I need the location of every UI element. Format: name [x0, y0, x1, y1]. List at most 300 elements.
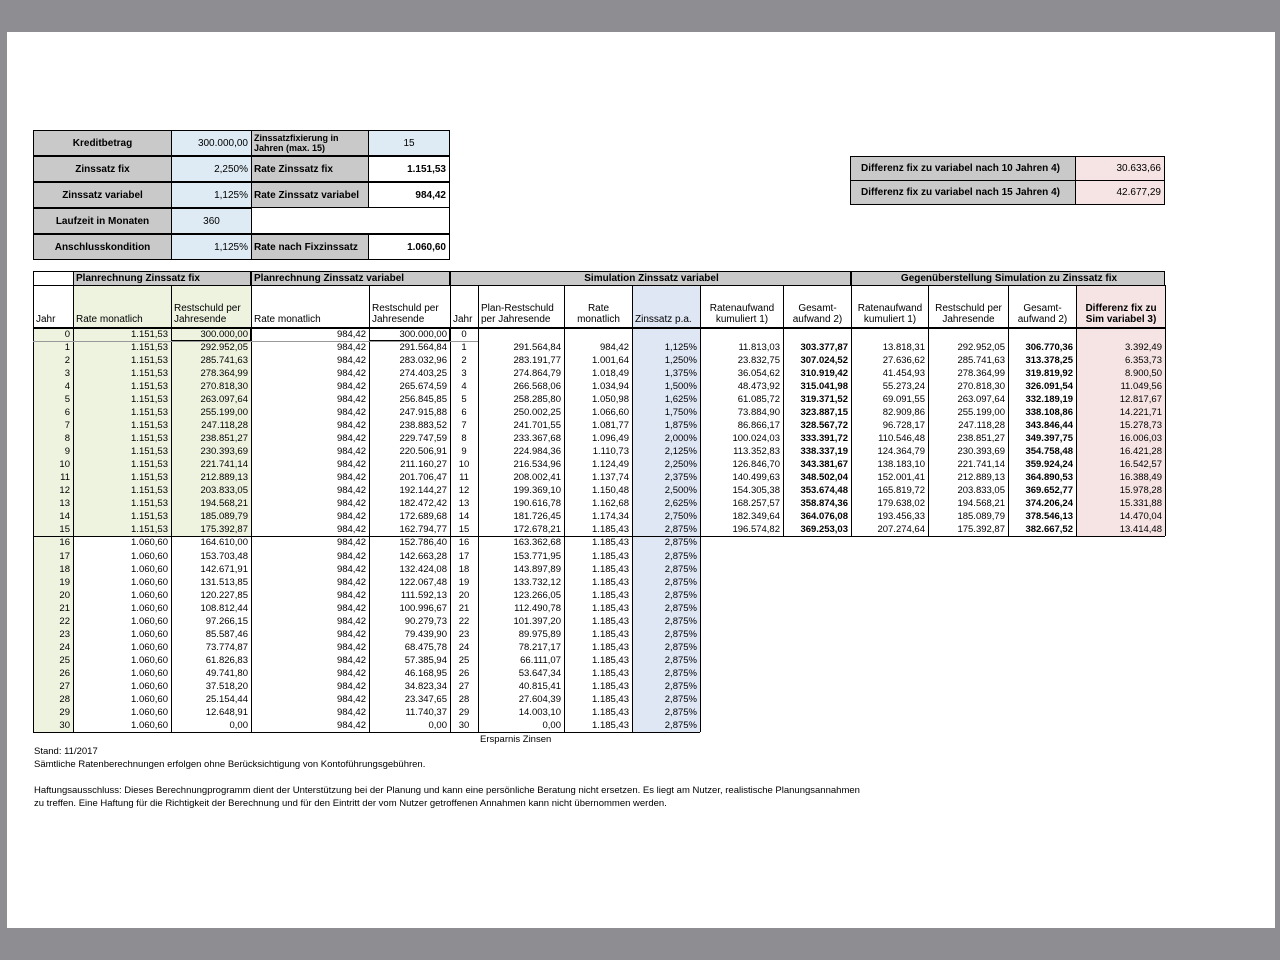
table-cell [928, 328, 1008, 341]
laufzeit-value[interactable]: 360 [171, 208, 252, 234]
table-cell [1008, 641, 1076, 654]
table-cell [783, 550, 851, 563]
table-cell: 984,42 [336, 589, 366, 601]
header-restschuld3: Restschuld per Jahresende [928, 285, 1009, 328]
table-cell: 16.006,03 [1119, 433, 1162, 445]
table-cell: 229.747,59 [399, 433, 447, 445]
header-jahr2: Jahr [450, 285, 479, 328]
table-cell [928, 628, 1008, 641]
table-cell: 984,42 [336, 602, 366, 614]
zinssatz-fix-value[interactable]: 2,250% [171, 156, 252, 182]
table-cell: 238.851,27 [200, 433, 248, 445]
table-cell: 85.587,46 [205, 628, 248, 640]
table-cell: 247.915,88 [399, 407, 447, 419]
table-cell: 1.151,53 [131, 459, 168, 471]
grid-line [564, 328, 565, 732]
table-cell: 369.652,77 [1025, 485, 1073, 497]
table-cell: 984,42 [336, 615, 366, 627]
table-cell: 25 [59, 654, 70, 666]
table-cell: 11 [459, 472, 469, 484]
table-cell: 11 [60, 472, 70, 484]
table-cell: 247.118,28 [201, 420, 248, 432]
table-cell: 7 [461, 420, 467, 432]
table-cell: 1.151,53 [131, 498, 168, 510]
table-cell: 359.924,24 [1025, 459, 1073, 471]
table-cell: 100.024,03 [732, 433, 780, 445]
laufzeit-label: Laufzeit in Monaten [33, 208, 172, 234]
table-cell: 212.889,13 [200, 472, 248, 484]
table-cell [928, 563, 1008, 576]
table-cell: 6.353,73 [1125, 355, 1162, 367]
table-cell: 306.770,36 [1025, 342, 1073, 354]
table-cell: 354.758,48 [1025, 446, 1073, 458]
table-cell: 6 [461, 407, 467, 419]
table-cell: 343.381,67 [800, 459, 848, 471]
table-cell: 338.337,19 [800, 446, 848, 458]
rate-var-label: Rate Zinssatz variabel [251, 182, 369, 208]
table-cell: 26 [458, 667, 470, 679]
table-cell [783, 576, 851, 589]
table-cell: 46.168,95 [404, 667, 447, 679]
table-cell: 16 [458, 537, 470, 549]
table-cell: 984,42 [336, 394, 366, 406]
table-cell: 0,00 [542, 719, 561, 731]
table-cell [1008, 667, 1076, 680]
header-differenz: Differenz fix zu Sim variabel 3) [1076, 285, 1166, 328]
table-cell: 374.206,24 [1025, 498, 1073, 510]
table-cell: 131.513,85 [200, 576, 248, 588]
table-cell: 1.151,53 [131, 524, 168, 536]
table-cell [1076, 680, 1165, 693]
table-cell: 1.060,60 [131, 602, 168, 614]
table-cell: 97.266,15 [205, 615, 248, 627]
zinssatz-fix-label: Zinssatz fix [33, 156, 172, 182]
table-cell: 27 [59, 680, 70, 692]
table-cell: 247.118,28 [958, 420, 1005, 432]
table-cell: 369.253,03 [800, 524, 848, 536]
table-cell: 201.706,47 [399, 472, 447, 484]
table-cell: 14 [59, 511, 70, 523]
table-cell: 328.567,72 [800, 420, 848, 432]
table-cell: 984,42 [336, 420, 366, 432]
table-cell: 23.347,65 [404, 693, 447, 705]
table-cell [700, 628, 783, 641]
header-jahr: Jahr [33, 285, 74, 328]
table-cell: 378.546,13 [1025, 511, 1073, 523]
table-cell: 241.701,55 [513, 420, 561, 432]
table-cell: 323.887,15 [800, 407, 848, 419]
table-cell: 1,250% [664, 355, 697, 367]
table-cell [928, 693, 1008, 706]
table-cell: 364.076,08 [800, 511, 848, 523]
table-cell: 22 [59, 615, 70, 627]
table-cell [1076, 550, 1165, 563]
table-cell: 21 [59, 602, 70, 614]
table-cell: 22 [458, 615, 470, 627]
table-cell: 10 [59, 459, 70, 471]
table-cell: 2,125% [664, 446, 697, 458]
table-cell: 984,42 [336, 472, 366, 484]
table-cell [1008, 550, 1076, 563]
table-cell: 12 [59, 485, 70, 497]
table-cell: 143.897,89 [513, 563, 561, 575]
grid-line [33, 328, 34, 732]
table-cell: 10 [458, 459, 470, 471]
table-cell: 0,00 [229, 719, 248, 731]
table-cell [700, 680, 783, 693]
table-cell: 307.024,52 [800, 355, 848, 367]
table-cell [1076, 589, 1165, 602]
table-cell: 984,42 [336, 667, 366, 679]
table-cell: 1.185,43 [592, 667, 629, 679]
table-cell: 300.000,00 [200, 329, 248, 340]
table-cell: 1.185,43 [592, 537, 629, 549]
table-cell [1076, 693, 1165, 706]
table-cell [1008, 589, 1076, 602]
table-cell: 90.279,73 [404, 615, 447, 627]
table-cell: 96.728,17 [882, 420, 925, 432]
table-cell: 984,42 [336, 576, 366, 588]
grid-line [851, 328, 852, 536]
table-cell: 220.506,91 [399, 446, 447, 458]
table-cell: 2,375% [664, 472, 697, 484]
table-cell: 12 [458, 485, 470, 497]
table-cell: 19 [458, 576, 470, 588]
table-cell: 1.185,43 [592, 706, 629, 718]
table-cell: 15 [59, 524, 70, 536]
table-cell: 1.110,73 [592, 446, 629, 458]
table-cell: 274.403,25 [399, 368, 447, 380]
table-cell: 984,42 [336, 680, 366, 692]
table-cell: 132.424,08 [399, 563, 447, 575]
table-cell: 2 [461, 355, 467, 367]
table-cell: 984,42 [336, 368, 366, 380]
table-cell: 66.111,07 [520, 654, 561, 666]
table-cell: 332.189,19 [1025, 394, 1073, 406]
table-cell: 255.199,00 [957, 407, 1005, 419]
table-cell: 270.818,30 [200, 381, 248, 393]
table-cell [700, 615, 783, 628]
table-cell: 238.883,52 [399, 420, 447, 432]
table-cell: 1.124,49 [592, 459, 629, 471]
table-cell: 1.151,53 [131, 381, 168, 393]
table-cell [1076, 328, 1165, 341]
table-cell: 292.952,05 [200, 342, 248, 354]
table-cell: 1.185,43 [592, 589, 629, 601]
grid-line [700, 328, 701, 732]
table-cell: 182.472,42 [399, 498, 447, 510]
grid-line [33, 536, 1165, 537]
table-cell: 26 [59, 667, 70, 679]
table-cell [700, 328, 783, 341]
table-cell: 1.185,43 [592, 524, 629, 536]
table-cell: 163.362,68 [513, 537, 561, 549]
table-cell: 2,875% [664, 628, 697, 640]
table-cell: 265.674,59 [399, 381, 447, 393]
table-cell: 57.385,94 [404, 654, 447, 666]
table-cell: 2 [64, 355, 70, 367]
table-cell: 28 [458, 693, 470, 705]
table-cell: 338.108,86 [1025, 407, 1073, 419]
zinssatz-variabel-value[interactable]: 1,125% [171, 182, 252, 208]
table-cell [851, 328, 928, 341]
table-cell: 984,42 [336, 407, 366, 419]
table-cell: 984,42 [336, 524, 366, 536]
group-plan-fix: Planrechnung Zinssatz fix [73, 271, 251, 286]
table-cell [783, 589, 851, 602]
header-ratenaufwand2: Ratenaufwand kumuliert 1) [851, 285, 929, 328]
table-cell [1008, 576, 1076, 589]
table-cell: 120.227,85 [200, 589, 248, 601]
table-cell: 9 [461, 446, 467, 458]
table-cell: 16.421,28 [1119, 446, 1162, 458]
table-cell: 37.518,20 [205, 680, 248, 692]
table-cell: 984,42 [336, 446, 366, 458]
table-cell [851, 654, 928, 667]
rate-var-value: 984,42 [368, 182, 450, 208]
table-cell: 194.568,21 [957, 498, 1005, 510]
table-cell: 1.060,60 [131, 615, 168, 627]
table-cell: 28 [59, 693, 70, 705]
table-cell: 221.741,14 [957, 459, 1005, 471]
document-page [7, 32, 1275, 928]
table-cell: 1.185,43 [592, 550, 629, 562]
table-cell: 1.151,53 [131, 485, 168, 497]
table-cell: 212.889,13 [957, 472, 1005, 484]
table-cell: 2,750% [664, 511, 697, 523]
kreditbetrag-value[interactable]: 300.000,00 [171, 130, 252, 156]
differenz-15-label: Differenz fix zu variabel nach 15 Jahren 4) [850, 180, 1076, 205]
table-cell: 1,750% [664, 407, 697, 419]
table-cell [1008, 628, 1076, 641]
table-cell: 1.096,49 [592, 433, 629, 445]
zinsbindung-value[interactable]: 15 [368, 130, 450, 156]
table-cell: 203.833,05 [200, 485, 248, 497]
table-cell: 1.137,74 [592, 472, 629, 484]
table-cell: 55.273,24 [882, 381, 925, 393]
table-cell: 175.392,87 [200, 524, 248, 536]
table-cell: 1 [461, 342, 467, 354]
table-cell: 1.034,94 [592, 381, 629, 393]
table-cell: 364.890,53 [1025, 472, 1073, 484]
table-cell: 1.066,60 [592, 407, 629, 419]
table-cell: 1.060,60 [131, 537, 168, 549]
table-cell [783, 719, 851, 732]
disclaimer-line-2: zu treffen. Eine Haftung für die Richtigkeit der Berechnung und für den Eintritt der vom Nutzer getroffenen Annahmen kann nicht übernommen werden. [34, 798, 667, 809]
group-gegenueberstellung: Gegenüberstellung Simulation zu Zinssatz fix [851, 271, 1165, 286]
table-cell: 2,500% [664, 485, 697, 497]
table-cell: 319.819,92 [1025, 368, 1073, 380]
table-cell: 14 [458, 511, 470, 523]
grid-line [171, 328, 172, 732]
table-cell: 12.817,67 [1119, 394, 1162, 406]
anschluss-value[interactable]: 1,125% [171, 234, 252, 260]
table-cell [851, 589, 928, 602]
table-cell: 984,42 [336, 719, 366, 731]
grid-line [783, 328, 784, 536]
table-cell: 61.085,72 [737, 394, 780, 406]
table-cell: 69.091,55 [882, 394, 925, 406]
table-cell: 2,625% [664, 498, 697, 510]
table-cell: 14.003,10 [518, 706, 561, 718]
table-cell: 23 [59, 628, 70, 640]
table-cell: 1.151,53 [131, 433, 168, 445]
table-cell: 2,875% [664, 524, 697, 536]
table-cell: 238.851,27 [957, 433, 1005, 445]
table-cell: 48.473,92 [737, 381, 780, 393]
table-cell: 984,42 [336, 355, 366, 367]
grid-line [928, 328, 929, 536]
table-cell: 984,42 [336, 485, 366, 497]
table-cell: 1.185,43 [592, 641, 629, 653]
grid-line [450, 328, 451, 732]
table-cell: 27.604,39 [518, 693, 561, 705]
table-cell: 1.151,53 [131, 368, 168, 380]
table-cell: 258.285,80 [513, 394, 561, 406]
table-cell: 1.151,53 [131, 511, 168, 523]
table-cell: 1.151,53 [131, 407, 168, 419]
differenz-10-value: 30.633,66 [1075, 156, 1165, 181]
table-cell: 133.732,12 [513, 576, 561, 588]
table-cell: 984,42 [336, 706, 366, 718]
table-cell [783, 706, 851, 719]
table-cell: 24 [458, 641, 470, 653]
table-cell: 984,42 [336, 511, 366, 523]
table-cell: 1.185,43 [592, 628, 629, 640]
table-cell: 49.741,80 [205, 667, 248, 679]
table-cell: 1.081,77 [592, 420, 629, 432]
table-cell: 199.369,10 [513, 485, 561, 497]
table-cell: 984,42 [336, 537, 366, 549]
table-cell [928, 589, 1008, 602]
table-cell: 12.648,91 [205, 706, 248, 718]
grid-line [33, 732, 700, 733]
table-cell: 20 [59, 589, 70, 601]
table-cell: 30 [59, 719, 70, 731]
table-cell: 1.060,60 [131, 680, 168, 692]
table-cell: 1.185,43 [592, 693, 629, 705]
table-cell: 1.060,60 [131, 576, 168, 588]
table-cell: 349.397,75 [1025, 433, 1073, 445]
table-cell: 224.984,36 [513, 446, 561, 458]
table-cell: 207.274,64 [877, 524, 925, 536]
table-cell [478, 328, 564, 341]
table-cell: 1,375% [664, 368, 697, 380]
table-cell: 112.490,78 [514, 602, 561, 614]
table-cell [851, 550, 928, 563]
table-cell: 0,00 [428, 719, 447, 731]
header-rate-monatlich: Rate monatlich [73, 285, 172, 328]
table-cell [783, 628, 851, 641]
table-cell [700, 667, 783, 680]
grid-line [478, 328, 479, 732]
table-cell: 233.367,68 [513, 433, 561, 445]
table-cell [928, 667, 1008, 680]
table-cell [851, 563, 928, 576]
table-cell [928, 706, 1008, 719]
grid-line [251, 328, 252, 732]
table-cell: 14.470,04 [1119, 511, 1162, 523]
table-cell [700, 576, 783, 589]
table-cell: 1.151,53 [131, 472, 168, 484]
table-cell: 2,875% [664, 706, 697, 718]
table-cell [1008, 719, 1076, 732]
table-cell: 285.741,63 [200, 355, 248, 367]
table-cell: 1.060,60 [131, 563, 168, 575]
table-cell: 2,875% [664, 602, 697, 614]
table-cell: 153.703,48 [200, 550, 248, 562]
table-cell: 14.221,71 [1119, 407, 1162, 419]
table-cell: 984,42 [336, 329, 366, 340]
table-cell: 168.257,57 [732, 498, 780, 510]
table-cell: 1.060,60 [131, 550, 168, 562]
table-cell: 382.667,52 [1025, 524, 1073, 536]
table-cell: 1.060,60 [131, 641, 168, 653]
table-cell: 208.002,41 [513, 472, 561, 484]
table-cell: 13.414,48 [1119, 524, 1162, 536]
table-cell: 4 [461, 381, 467, 393]
table-cell: 61.826,83 [205, 654, 248, 666]
stand-text: Stand: 11/2017 [34, 746, 98, 757]
table-cell: 266.568,06 [513, 381, 561, 393]
table-cell [928, 641, 1008, 654]
table-cell [1076, 719, 1165, 732]
ersparnis-label: Ersparnis Zinsen [480, 734, 552, 745]
table-cell [783, 693, 851, 706]
table-cell [1008, 680, 1076, 693]
table-cell [700, 654, 783, 667]
table-cell: 2,250% [664, 459, 697, 471]
table-cell: 73.774,87 [205, 641, 248, 653]
table-cell: 79.439,90 [404, 628, 447, 640]
table-cell: 1,125% [664, 342, 697, 354]
table-cell: 19 [59, 576, 70, 588]
table-cell: 196.574,82 [732, 524, 780, 536]
table-cell: 182.349,64 [732, 511, 780, 523]
table-cell: 230.393,69 [957, 446, 1005, 458]
table-cell: 36.054,62 [737, 368, 780, 380]
table-cell: 193.456,33 [877, 511, 925, 523]
table-cell [928, 654, 1008, 667]
table-cell: 203.833,05 [957, 485, 1005, 497]
table-cell [1076, 628, 1165, 641]
table-cell: 315.041,98 [800, 381, 848, 393]
table-cell: 53.647,34 [518, 667, 561, 679]
table-cell: 221.741,14 [200, 459, 248, 471]
table-cell: 138.183,10 [877, 459, 925, 471]
table-cell: 1.151,53 [131, 355, 168, 367]
header-plan-restschuld: Plan-Restschuld per Jahresende [478, 285, 565, 328]
header-gesamtaufwand: Gesamt-aufwand 2) [783, 285, 852, 328]
table-cell [928, 602, 1008, 615]
grid-line [632, 328, 633, 732]
table-cell: 25.154,44 [205, 693, 248, 705]
table-cell: 126.846,70 [732, 459, 780, 471]
table-cell: 2,875% [664, 641, 697, 653]
table-cell: 984,42 [336, 498, 366, 510]
table-cell: 1.018,49 [592, 368, 629, 380]
header-rate-mon3: Rate monatlich [564, 285, 633, 328]
table-cell: 984,42 [336, 641, 366, 653]
table-cell: 1.060,60 [131, 628, 168, 640]
table-cell: 291.564,84 [399, 342, 447, 354]
table-cell: 82.909,86 [882, 407, 925, 419]
table-cell: 16.542,57 [1119, 459, 1162, 471]
table-cell: 175.392,87 [957, 524, 1005, 536]
table-cell: 2,875% [664, 589, 697, 601]
table-cell: 0 [64, 329, 70, 340]
table-cell: 185.089,79 [200, 511, 248, 523]
